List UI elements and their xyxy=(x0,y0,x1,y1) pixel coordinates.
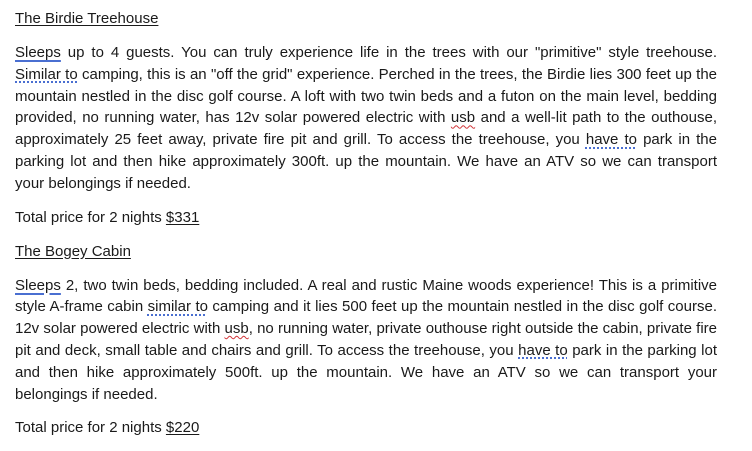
grammar-suggestion[interactable]: Similar to xyxy=(15,65,78,83)
price-link[interactable]: $331 xyxy=(165,208,200,226)
spelling-error[interactable]: usb xyxy=(224,320,249,338)
listing-title[interactable]: The Bogey Cabin xyxy=(15,242,131,260)
grammar-suggestion[interactable]: have to xyxy=(585,131,637,149)
description-text: camping, this is an "off the grid" experience. Perched in the trees, the Birdie lies 300 feet up the mountain nestled in the disc golf course. A loft with two twin beds and a futon on the main level, bedding provided, no running water, has 12v solar powered electric with xyxy=(15,65,718,127)
price-link[interactable]: $220 xyxy=(165,419,200,437)
price-line xyxy=(15,417,717,439)
description-text: up to 4 guests. You can truly experience life in the trees with our "primitive" style treehouse. xyxy=(60,44,717,61)
price-label: Total price for 2 nights xyxy=(15,208,166,226)
description-text: and a well-lit path to the outhouse, approximately 25 feet away, private fire pit and grill. To access the treehouse, you xyxy=(15,109,717,149)
description-text: park in the parking lot and then hike approximately 500ft. up the mountain. We have an ATV so we can transport your belongings if needed. xyxy=(15,341,717,403)
document-body xyxy=(15,8,717,439)
listing-description xyxy=(15,42,717,195)
style-suggestion[interactable]: Sleeps xyxy=(15,276,61,294)
listing-description xyxy=(15,275,717,406)
listing-title[interactable]: The Birdie Treehouse xyxy=(15,10,159,27)
price-line xyxy=(15,207,717,229)
listing-birdie-treehouse xyxy=(15,8,717,229)
description-text: park in the parking lot and then hike approximately 300ft. up the mountain. We have an ATV so we can transport your belongings if needed. xyxy=(15,131,717,192)
price-label: Total price for 2 nights xyxy=(15,419,166,437)
spelling-error[interactable]: usb xyxy=(450,109,476,127)
grammar-suggestion[interactable]: similar to xyxy=(147,298,208,316)
description-text: camping and it lies 500 feet up the mountain nestled in the disc golf course. 12v solar powered electric with xyxy=(15,298,717,338)
style-suggestion[interactable]: Sleeps xyxy=(15,44,61,61)
listing-bogey-cabin xyxy=(15,241,717,440)
grammar-suggestion[interactable]: have to xyxy=(518,341,568,359)
description-text: , no running water, private outhouse right outside the cabin, private fire pit and deck, small table and chairs and grill. To access the treehouse, you xyxy=(15,320,717,359)
description-text: 2, two twin beds, bedding included. A real and rustic Maine woods experience! This is a primitive style A-frame cabin xyxy=(15,276,717,316)
